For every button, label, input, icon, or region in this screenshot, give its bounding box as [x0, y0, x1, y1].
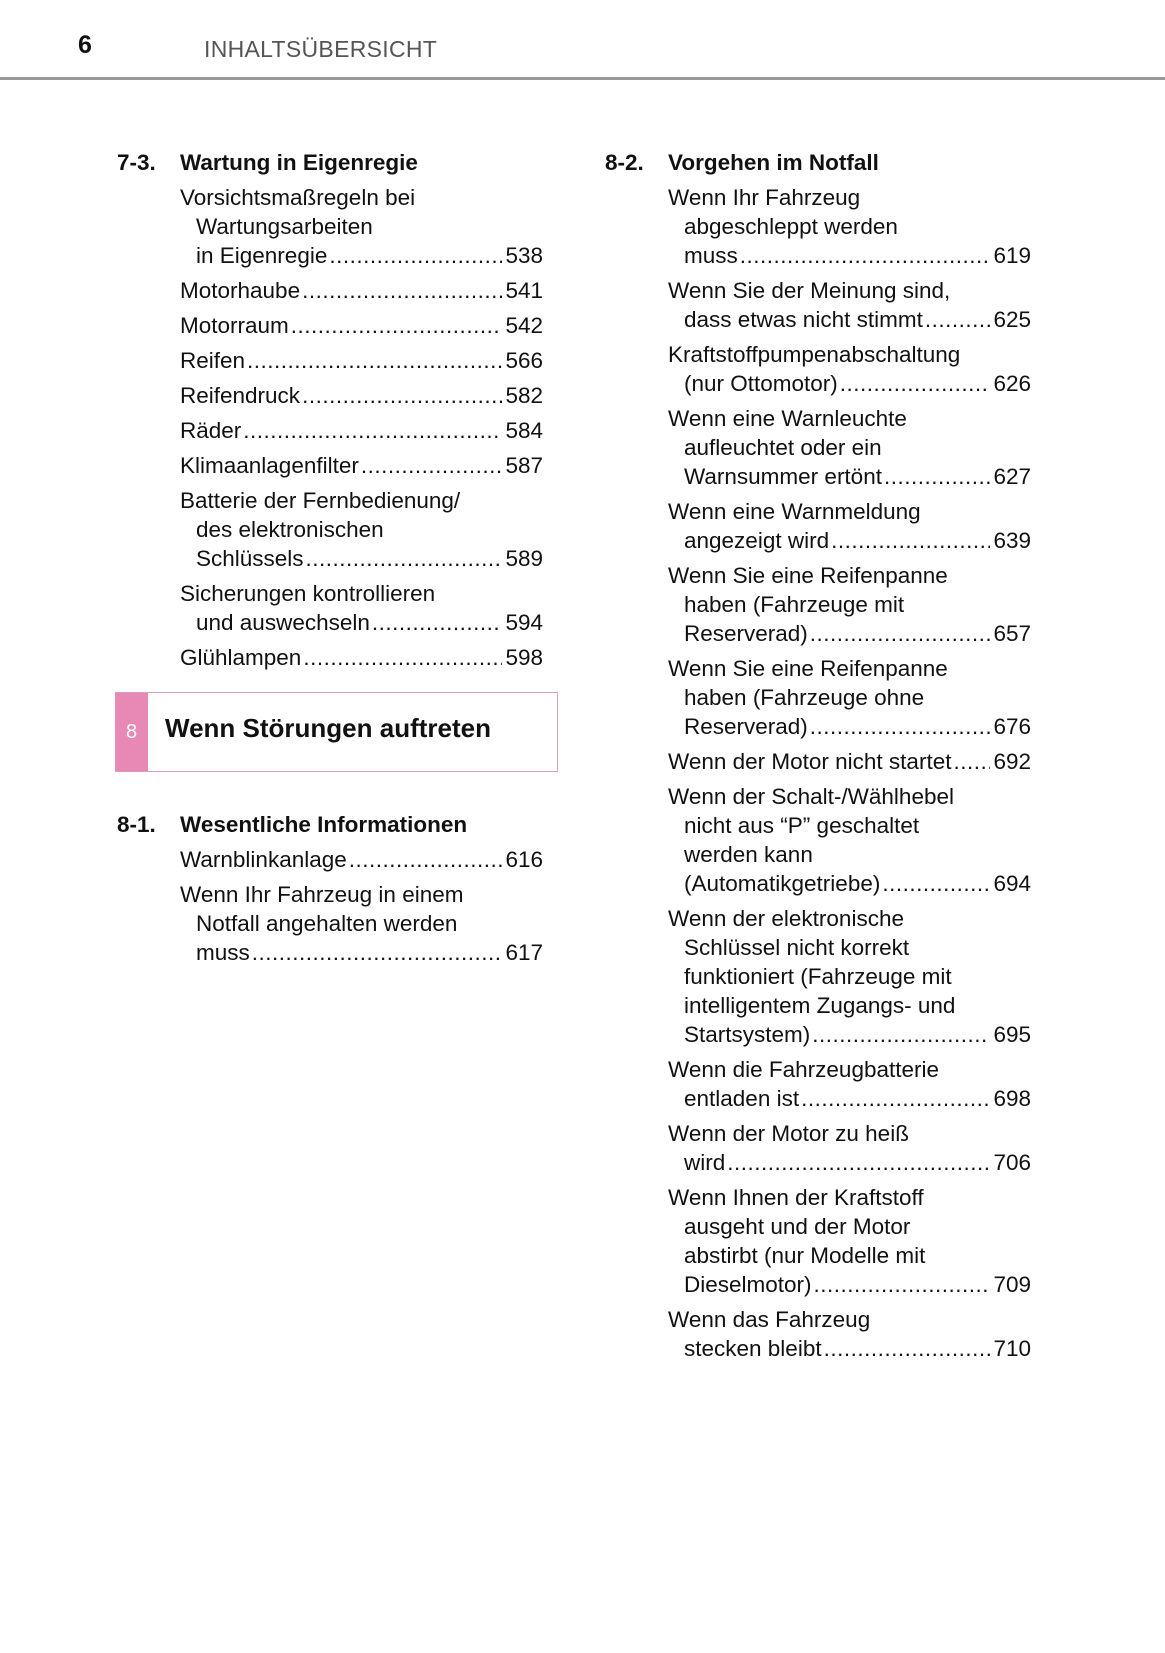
- page-reference[interactable]: 698: [993, 1086, 1031, 1111]
- dot-leader: [243, 416, 502, 445]
- toc-entry-text: des elektronischen: [196, 517, 384, 542]
- toc-entry-line: [668, 1334, 1031, 1363]
- toc-entry[interactable]: [668, 747, 1031, 776]
- toc-entry-text: Wenn Ihr Fahrzeug in einem: [180, 882, 464, 907]
- section-heading: [117, 810, 543, 839]
- chapter-number: 8: [115, 693, 148, 771]
- dot-leader: [840, 369, 991, 398]
- toc-entry[interactable]: [180, 183, 543, 270]
- toc-entry-line: [180, 311, 543, 340]
- toc-entry[interactable]: [668, 904, 1031, 1049]
- page-reference[interactable]: 594: [505, 610, 543, 635]
- page-reference[interactable]: 706: [993, 1150, 1031, 1175]
- page-title: INHALTSÜBERSICHT: [204, 36, 438, 62]
- dot-leader: [306, 544, 503, 573]
- toc-entry-line: [180, 544, 543, 573]
- toc-entry-text: Warnblinkanlage: [180, 847, 347, 872]
- toc-entry-line: [180, 381, 543, 410]
- page-reference[interactable]: 587: [505, 453, 543, 478]
- dot-leader: [810, 712, 991, 741]
- toc-entry-text: ausgeht und der Motor: [684, 1214, 911, 1239]
- toc-entry-text: Reserverad): [684, 714, 808, 739]
- toc-entry-text: Wenn Sie eine Reifenpanne: [668, 656, 948, 681]
- toc-entry-line: [668, 241, 1031, 270]
- toc-entry-text: Klimaanlagenfilter: [180, 453, 359, 478]
- page-reference[interactable]: 710: [993, 1336, 1031, 1361]
- section-title: Wartung in Eigenregie: [180, 150, 418, 175]
- toc-entry-text: wird: [684, 1150, 726, 1175]
- toc-entry[interactable]: [668, 782, 1031, 898]
- toc-entry[interactable]: [180, 486, 543, 573]
- page-reference[interactable]: 657: [993, 621, 1031, 646]
- toc-entry-text: entladen ist: [684, 1086, 800, 1111]
- toc-entry-text: Kraftstoffpumpenabschaltung: [668, 342, 961, 367]
- right-column: [605, 148, 1031, 1369]
- section-title: Wesentliche Informationen: [180, 812, 468, 837]
- dot-leader: [291, 311, 503, 340]
- toc-entry-text: Glühlampen: [180, 645, 302, 670]
- toc-entry-text: Wenn Sie der Meinung sind,: [668, 278, 951, 303]
- section-8-2: [605, 148, 1031, 1363]
- dot-leader: [252, 938, 503, 967]
- page-header: [0, 0, 1165, 80]
- toc-entry-line: [180, 451, 543, 480]
- toc-entry-text: abstirbt (nur Modelle mit: [684, 1243, 926, 1268]
- toc-entry-line: [668, 1020, 1031, 1049]
- toc-entry-text: Dieselmotor): [684, 1272, 812, 1297]
- toc-entry-line: [668, 462, 1031, 491]
- toc-entry-text: Wenn Ihnen der Kraftstoff: [668, 1185, 924, 1210]
- toc-entry[interactable]: [668, 183, 1031, 270]
- toc-entry-line: [180, 346, 543, 375]
- chapter-title: Wenn Störungen auftreten: [165, 713, 491, 743]
- page-reference[interactable]: 619: [993, 243, 1031, 268]
- page-reference[interactable]: 582: [505, 383, 543, 408]
- dot-leader: [247, 346, 502, 375]
- toc-entry-text: muss: [684, 243, 738, 268]
- toc-entry-text: werden kann: [684, 842, 813, 867]
- dot-leader: [824, 1334, 991, 1363]
- toc-entry-text: und auswechseln: [196, 610, 370, 635]
- page-reference[interactable]: 598: [505, 645, 543, 670]
- toc-entry-text: Wenn die Fahrzeugbatterie: [668, 1057, 939, 1082]
- page-reference[interactable]: 639: [993, 528, 1031, 553]
- left-column: [117, 148, 543, 973]
- page-reference[interactable]: 589: [505, 546, 543, 571]
- page-reference[interactable]: 695: [993, 1022, 1031, 1047]
- toc-entry-text: Wenn Sie eine Reifenpanne: [668, 563, 948, 588]
- section-heading: [605, 148, 1031, 177]
- page-reference[interactable]: 625: [993, 307, 1031, 332]
- toc-list: [605, 183, 1031, 1363]
- toc-entry-text: nicht aus “P” geschaltet: [684, 813, 920, 838]
- page-reference[interactable]: 566: [505, 348, 543, 373]
- toc-entry-text: (nur Ottomotor): [684, 371, 838, 396]
- toc-entry-text: Motorhaube: [180, 278, 301, 303]
- page-number: 6: [78, 31, 92, 59]
- section-number: 7-3.: [117, 150, 156, 175]
- page-reference[interactable]: 584: [505, 418, 543, 443]
- toc-entry-text: Wenn Ihr Fahrzeug: [668, 185, 861, 210]
- toc-entry-line: [180, 845, 543, 874]
- toc-entry-text: Notfall angehalten werden: [196, 911, 458, 936]
- chapter-banner: [115, 692, 558, 772]
- toc-entry[interactable]: [180, 880, 543, 967]
- toc-entry-line: [180, 241, 543, 270]
- toc-entry-text: Wenn der Schalt-/Wählhebel: [668, 784, 954, 809]
- toc-entry-text: in Eigenregie: [196, 243, 328, 268]
- dot-leader: [349, 845, 503, 874]
- toc-entry-text: angezeigt wird: [684, 528, 830, 553]
- toc-entry-text: Wenn der elektronische: [668, 906, 904, 931]
- section-8-1: [117, 810, 543, 967]
- toc-entry-line: [180, 643, 543, 672]
- toc-entry-text: Wenn das Fahrzeug: [668, 1307, 871, 1332]
- toc-entry[interactable]: [668, 276, 1031, 334]
- dot-leader: [831, 526, 990, 555]
- toc-entry[interactable]: [668, 497, 1031, 555]
- toc-entry[interactable]: [668, 1119, 1031, 1177]
- page-reference[interactable]: 694: [993, 871, 1031, 896]
- toc-entry[interactable]: [668, 340, 1031, 398]
- toc-list: [117, 183, 543, 672]
- toc-entry-text: dass etwas nicht stimmt: [684, 307, 923, 332]
- toc-entry-text: Motorraum: [180, 313, 289, 338]
- toc-entry-text: Vorsichtsmaßregeln bei: [180, 185, 416, 210]
- toc-entry-line: [668, 747, 1031, 776]
- header-divider: [0, 77, 1165, 80]
- toc-entry-line: [668, 1084, 1031, 1113]
- toc-entry-text: Reifen: [180, 348, 246, 373]
- toc-entry-line: [668, 1270, 1031, 1299]
- toc-entry[interactable]: [668, 1305, 1031, 1363]
- dot-leader: [810, 619, 991, 648]
- section-title: Vorgehen im Notfall: [668, 150, 879, 175]
- page-reference[interactable]: 616: [505, 847, 543, 872]
- dot-leader: [302, 276, 502, 305]
- toc-entry-text: Reserverad): [684, 621, 808, 646]
- toc-entry-line: [180, 276, 543, 305]
- dot-leader: [740, 241, 991, 270]
- toc-entry-text: Warnsummer ertönt: [684, 464, 882, 489]
- toc-entry-text: intelligentem Zugangs- und: [684, 993, 956, 1018]
- toc-entry[interactable]: [180, 845, 543, 874]
- dot-leader: [953, 747, 990, 776]
- dot-leader: [302, 381, 502, 410]
- toc-entry-text: Wenn eine Warnleuchte: [668, 406, 907, 431]
- toc-entry-text: Schlüssels: [196, 546, 304, 571]
- page-reference[interactable]: 626: [993, 371, 1031, 396]
- toc-entry-line: [668, 619, 1031, 648]
- toc-entry-text: (Automatikgetriebe): [684, 871, 881, 896]
- toc-entry-text: Wenn eine Warnmeldung: [668, 499, 921, 524]
- dot-leader: [882, 869, 990, 898]
- toc-entry-line: [668, 305, 1031, 334]
- toc-entry[interactable]: [180, 416, 543, 445]
- toc-entry[interactable]: [180, 276, 543, 305]
- toc-entry-text: Reifendruck: [180, 383, 301, 408]
- page-reference[interactable]: 538: [505, 243, 543, 268]
- toc-entry[interactable]: [668, 404, 1031, 491]
- toc-entry[interactable]: [668, 1183, 1031, 1299]
- toc-entry-text: Räder: [180, 418, 242, 443]
- toc-entry-text: Schlüssel nicht korrekt: [684, 935, 910, 960]
- toc-entry-text: Startsystem): [684, 1022, 811, 1047]
- dot-leader: [727, 1148, 990, 1177]
- toc-entry[interactable]: [668, 1055, 1031, 1113]
- toc-entry-text: Wartungsarbeiten: [196, 214, 373, 239]
- toc-entry-text: muss: [196, 940, 250, 965]
- page-reference[interactable]: 617: [505, 940, 543, 965]
- toc-entry-text: haben (Fahrzeuge ohne: [684, 685, 925, 710]
- toc-entry[interactable]: [668, 654, 1031, 741]
- section-number: 8-2.: [605, 150, 644, 175]
- toc-entry-line: [668, 869, 1031, 898]
- toc-list: [117, 845, 543, 967]
- page-reference[interactable]: 542: [505, 313, 543, 338]
- dot-leader: [884, 462, 990, 491]
- toc-entry[interactable]: [180, 311, 543, 340]
- toc-entry-line: [668, 526, 1031, 555]
- toc-entry-text: Wenn der Motor zu heiß: [668, 1121, 909, 1146]
- dot-leader: [372, 608, 503, 637]
- toc-entry-text: Wenn der Motor nicht startet: [668, 749, 952, 774]
- dot-leader: [925, 305, 991, 334]
- toc-entry[interactable]: [180, 643, 543, 672]
- toc-entry-text: aufleuchtet oder ein: [684, 435, 882, 460]
- toc-entry-line: [180, 938, 543, 967]
- section-heading: [117, 148, 543, 177]
- toc-entry-line: [668, 369, 1031, 398]
- toc-entry-line: [180, 416, 543, 445]
- toc-entry-text: stecken bleibt: [684, 1336, 822, 1361]
- toc-entry[interactable]: [180, 346, 543, 375]
- toc-entry-text: abgeschleppt werden: [684, 214, 898, 239]
- dot-leader: [361, 451, 503, 480]
- toc-entry-text: haben (Fahrzeuge mit: [684, 592, 905, 617]
- dot-leader: [801, 1084, 990, 1113]
- page-reference[interactable]: 627: [993, 464, 1031, 489]
- dot-leader: [329, 241, 502, 270]
- dot-leader: [812, 1020, 990, 1049]
- dot-leader: [303, 643, 502, 672]
- page-reference[interactable]: 709: [993, 1272, 1031, 1297]
- toc-entry[interactable]: [180, 381, 543, 410]
- toc-entry[interactable]: [180, 579, 543, 637]
- toc-entry-line: [180, 608, 543, 637]
- dot-leader: [814, 1270, 991, 1299]
- toc-entry-text: funktioniert (Fahrzeuge mit: [684, 964, 952, 989]
- page-reference[interactable]: 692: [993, 749, 1031, 774]
- section-number: 8-1.: [117, 812, 156, 837]
- section-7-3: [117, 148, 543, 672]
- page-reference[interactable]: 541: [505, 278, 543, 303]
- toc-entry[interactable]: [668, 561, 1031, 648]
- toc-entry-line: [668, 712, 1031, 741]
- page-reference[interactable]: 676: [993, 714, 1031, 739]
- toc-entry-text: Sicherungen kontrollieren: [180, 581, 436, 606]
- toc-entry-line: [668, 1148, 1031, 1177]
- toc-entry[interactable]: [180, 451, 543, 480]
- toc-entry-text: Batterie der Fernbedienung/: [180, 488, 461, 513]
